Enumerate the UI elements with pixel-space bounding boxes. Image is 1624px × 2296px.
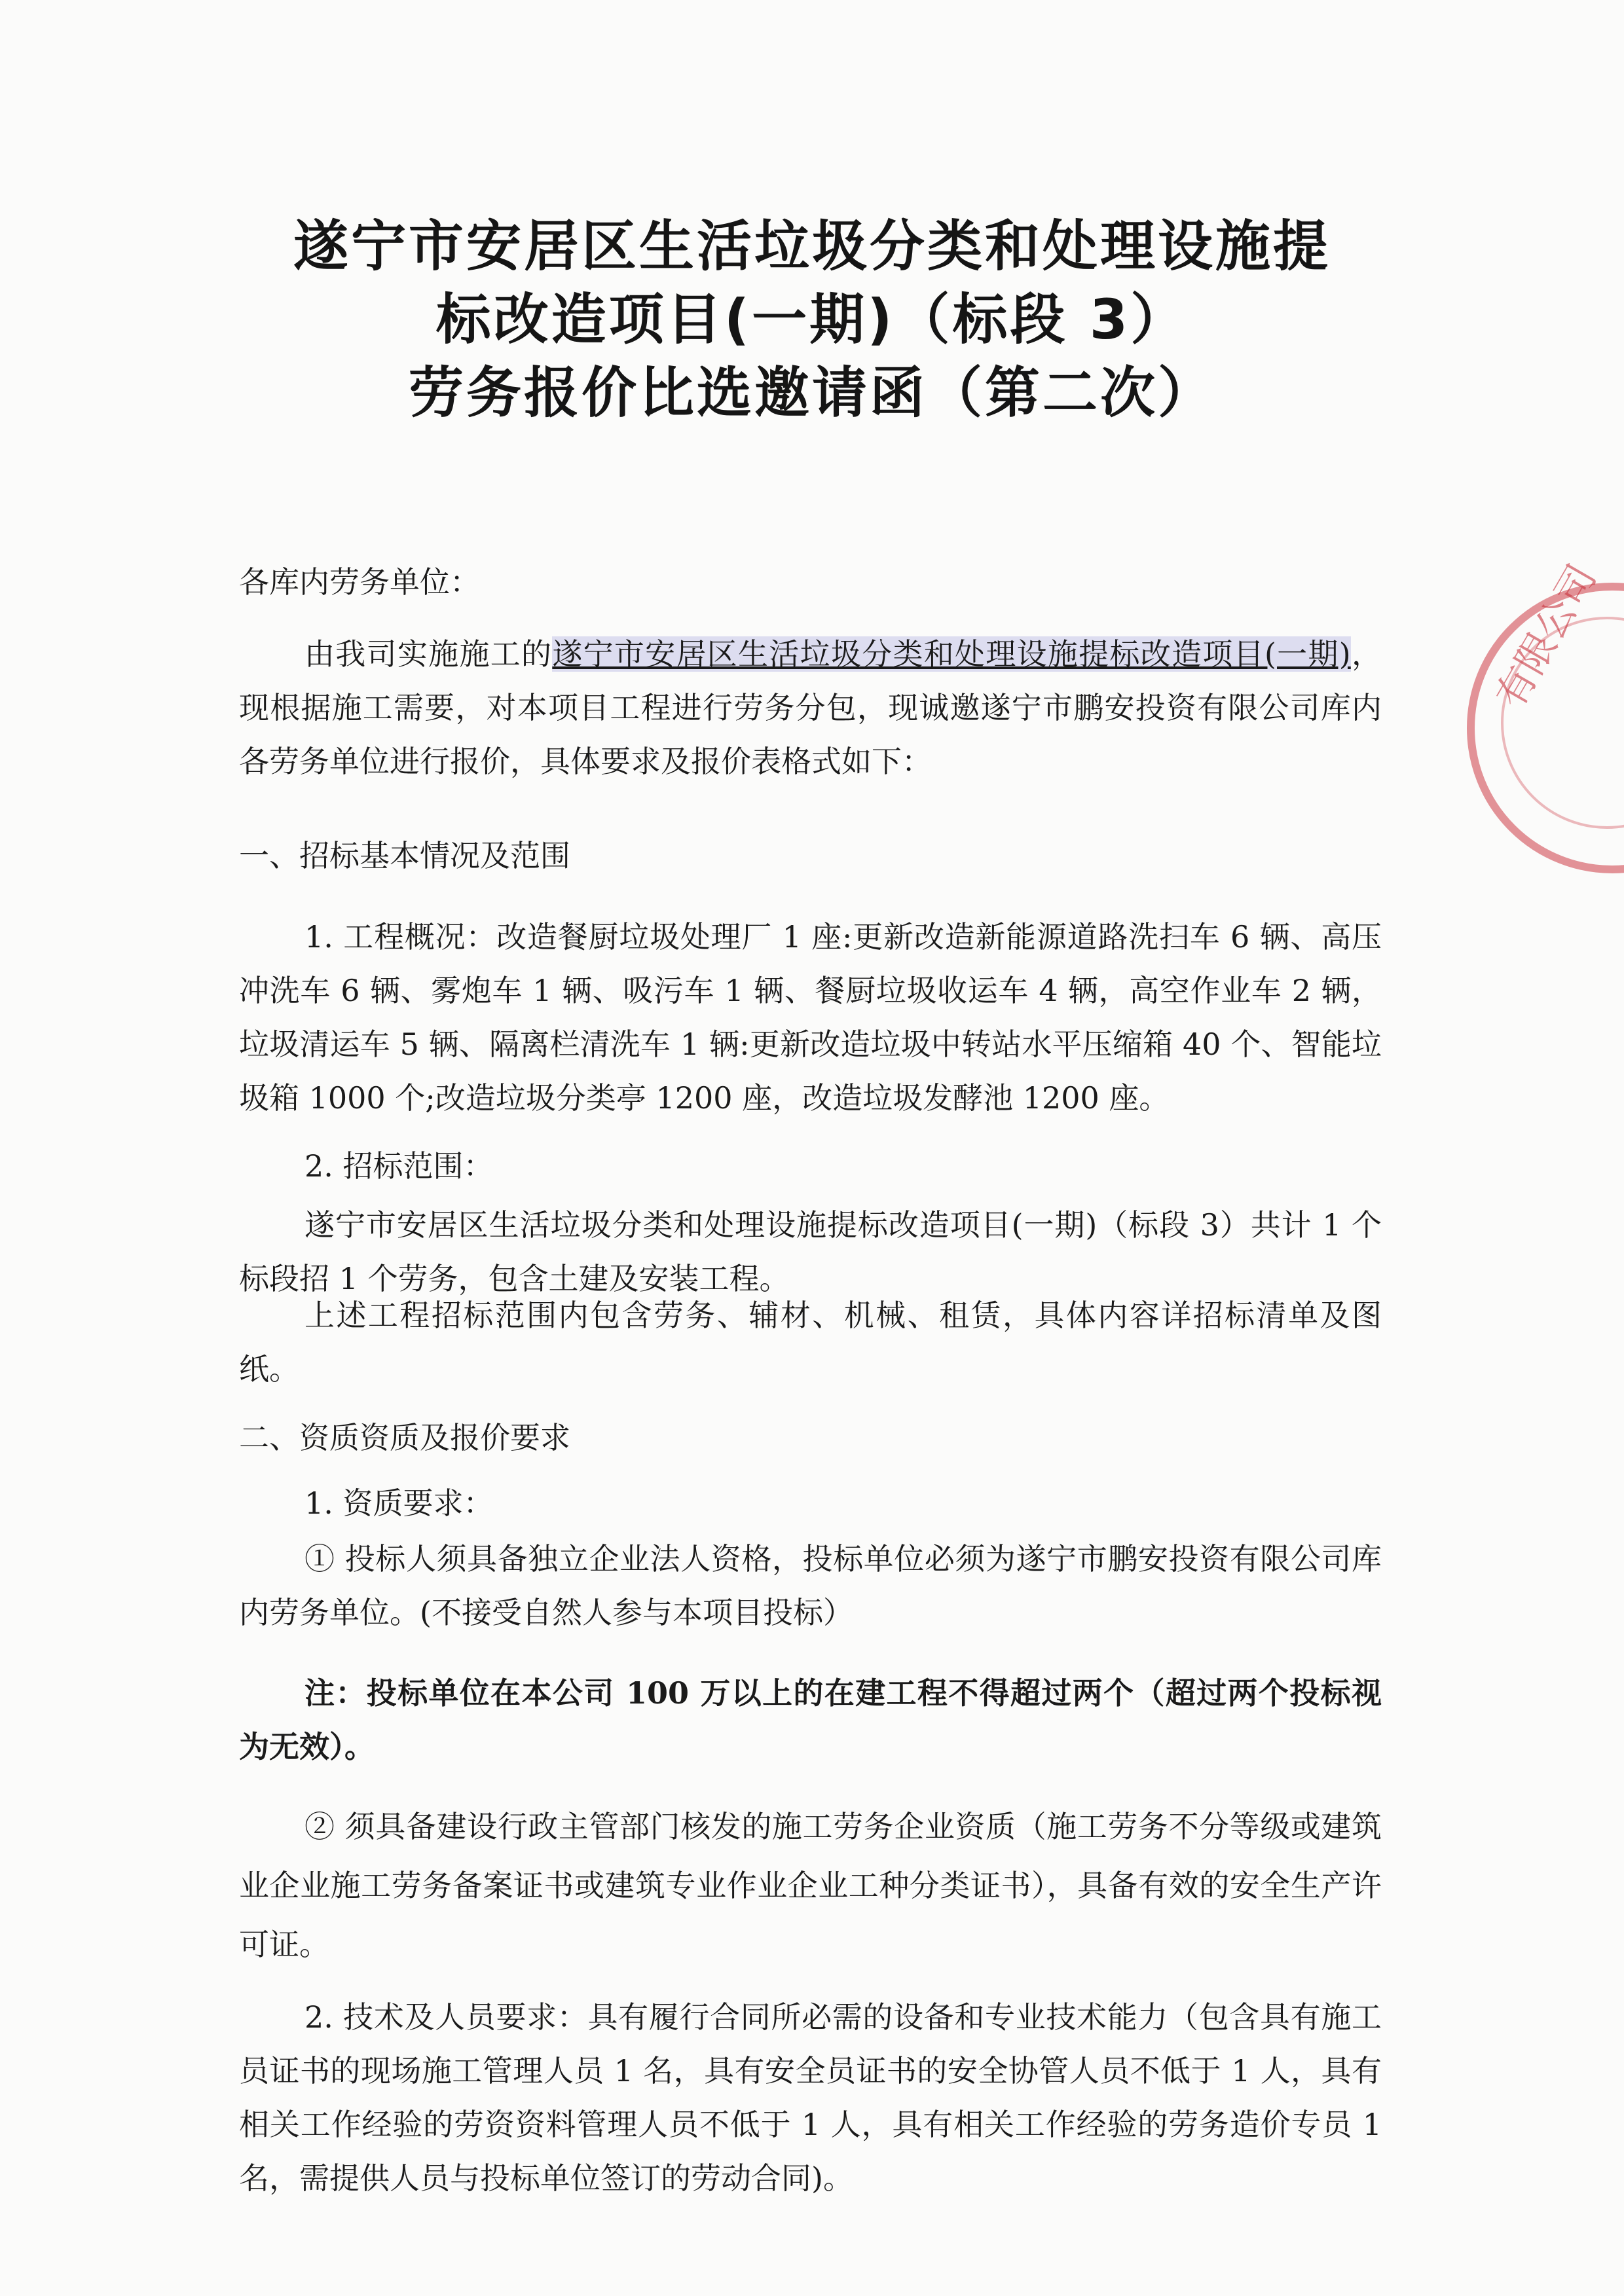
project-overview: 1. 工程概况：改造餐厨垃圾处理厂 1 座:更新改造新能源道路洗扫车 6 辆、高压冲洗车 6 辆、雾炮车 1 辆、吸污车 1 辆、餐厨垃圾收运车 4 辆，高空作业车 2 辆，垃圾清运车 5 辆、隔离栏清洗车 1 辆:更新改造垃圾中转站水平压缩箱 40 个、智能垃圾箱 1000 个;改造垃圾分类亭 1200 座，改造垃圾发酵池 1200 座。 — [239, 919, 1382, 1116]
qualification-item-1: ① 投标人须具备独立企业法人资格，投标单位必须为遂宁市鹏安投资有限公司库内劳务单位。(不接受自然人参与本项目投标） — [239, 1541, 1382, 1630]
project-name-highlight: 遂宁市安居区生活垃圾分类和处理设施提标改造项目(一期) — [552, 636, 1351, 672]
title-line-1: 遂宁市安居区生活垃圾分类和处理设施提 — [293, 214, 1331, 278]
section-1-heading: 一、招标基本情况及范围 — [239, 838, 570, 873]
salutation: 各库内劳务单位： — [239, 564, 480, 600]
title-line-3: 劳务报价比选邀请函（第二次） — [408, 361, 1215, 425]
section-2-heading: 二、资质资质及报价要求 — [239, 1420, 570, 1455]
intro-before: 由我司实施施工的 — [304, 636, 553, 672]
qualification-item-2: ② 须具备建设行政主管部门核发的施工劳务企业资质（施工劳务不分等级或建筑业企业施工劳务备案证书或建筑专业作业企业工种分类证书），具备有效的安全生产许可证。 — [239, 1809, 1382, 1962]
scope-text-2: 上述工程招标范围内包含劳务、辅材、机械、租赁，具体内容详招标清单及图纸。 — [239, 1298, 1382, 1387]
intro-paragraph — [239, 627, 1382, 788]
scope-heading: 2. 招标范围： — [304, 1148, 494, 1184]
intro-after: ，现根据施工需要，对本项目工程进行劳务分包，现诚邀遂宁市鹏安投资有限公司库内各劳务单位进行报价，具体要求及报价表格式如下： — [239, 636, 1382, 779]
technical-requirements: 2. 技术及人员要求：具有履行合同所必需的设备和专业技术能力（包含具有施工员证书的现场施工管理人员 1 名，具有安全员证书的安全协管人员不低于 1 人，具有相关工作经验的劳资资料管理人员不低于 1 人，具有相关工作经验的劳务造价专员 1 名，需提供人员与投标单位签订的劳动合同)。 — [239, 1999, 1382, 2196]
company-seal-stamp — [1467, 556, 1624, 873]
seal-text: 有限公司 — [1487, 556, 1606, 716]
document-title — [196, 210, 1428, 429]
bid-note: 注：投标单位在本公司 100 万以上的在建工程不得超过两个（超过两个投标视为无效）。 — [239, 1675, 1382, 1764]
scope-text: 遂宁市安居区生活垃圾分类和处理设施提标改造项目(一期)（标段 3）共计 1 个标段招 1 个劳务，包含土建及安装工程。 — [239, 1207, 1382, 1296]
qualification-heading: 1. 资质要求： — [304, 1485, 494, 1521]
title-line-2: 标改造项目(一期)（标段 3） — [435, 287, 1189, 352]
